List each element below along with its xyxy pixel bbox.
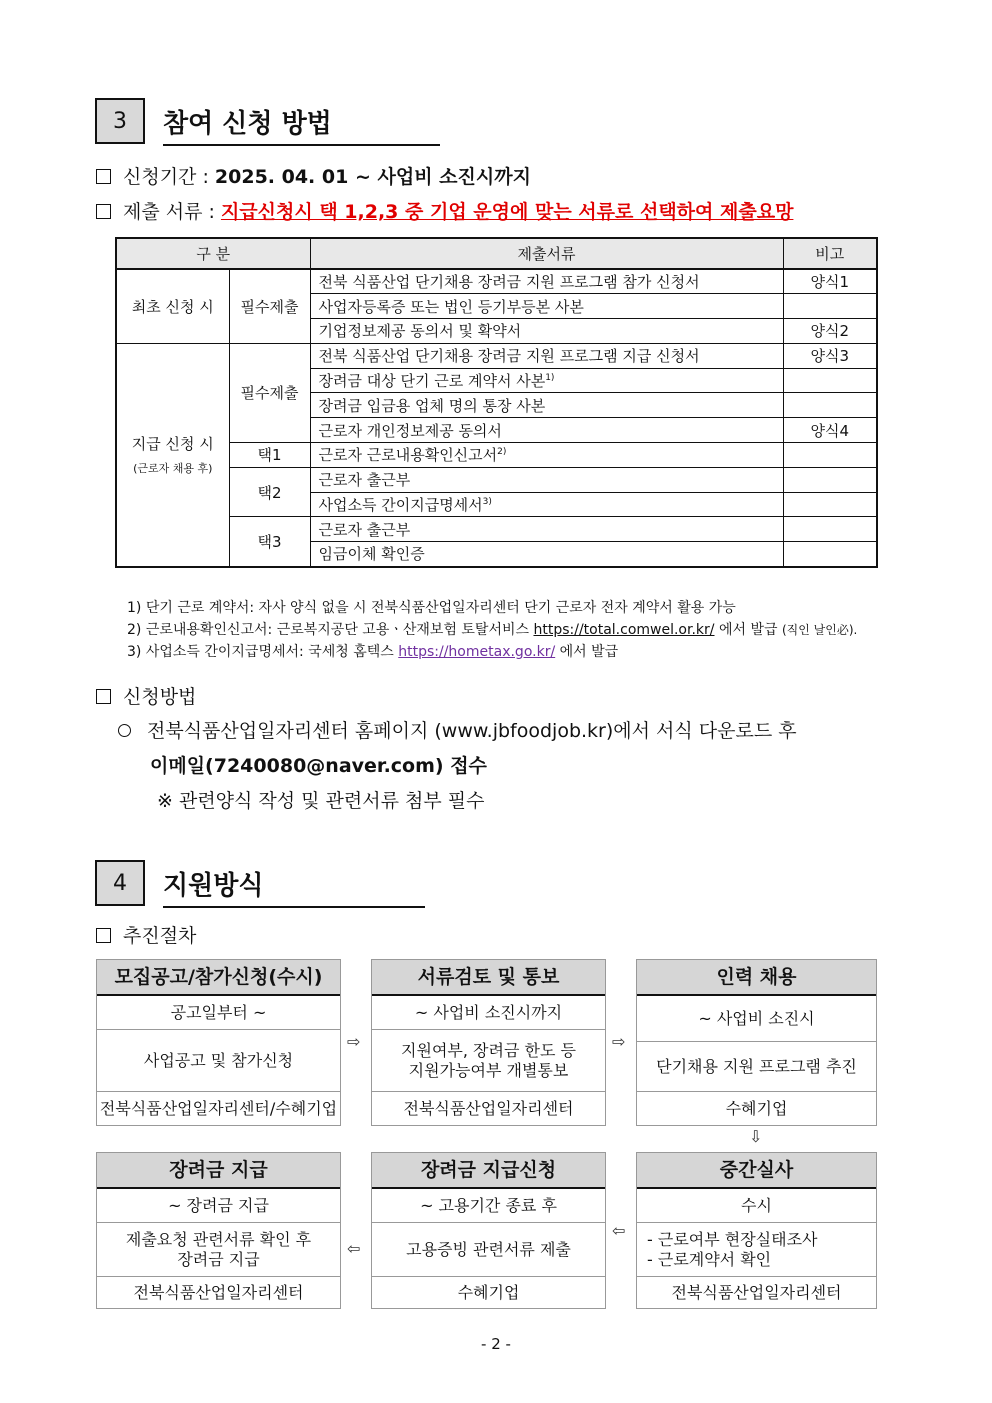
circle-bullet-icon — [118, 724, 131, 737]
checkbox-icon — [96, 689, 111, 704]
step-title: 중간실사 — [637, 1153, 876, 1189]
footnote-text: 에서 발급 — [714, 622, 782, 638]
step-owner: 수혜기업 — [637, 1092, 876, 1126]
note-cell — [783, 542, 877, 567]
table-header: 구 분 — [116, 238, 310, 269]
footnote-small: (직인 날인必). — [781, 623, 858, 637]
table-header: 비고 — [783, 238, 877, 269]
doc-cell: 근로자 개인정보제공 동의서 — [310, 418, 783, 443]
note-cell — [783, 467, 877, 492]
footnote-text: 에서 발급 — [555, 644, 619, 660]
step-time: 수시 — [637, 1189, 876, 1223]
note-cell — [783, 443, 877, 468]
group-label — [116, 343, 229, 566]
page-number: - 2 - — [481, 1335, 511, 1353]
footnote-2 — [127, 619, 857, 639]
arrow-right-icon: ⇨ — [347, 1032, 361, 1051]
flow-step-6 — [96, 1152, 341, 1309]
method-label: 신청방법 — [123, 686, 197, 708]
group-title: 지급 신청 시 — [131, 435, 214, 454]
note-cell — [783, 492, 877, 517]
documents-table — [115, 237, 878, 568]
step-owner: 전북식품산업일자리센터 — [97, 1277, 340, 1309]
footnote-1: 1) 단기 근로 계약서: 자사 양식 없을 시 전북식품산업일자리센터 단기 근로자 전자 계약서 활용 가능 — [127, 600, 736, 616]
step-content: 고용증빙 관련서류 제출 — [372, 1223, 605, 1277]
table-row — [116, 269, 877, 294]
arrow-right-icon: ⇨ — [612, 1032, 626, 1051]
arrow-down-icon: ⇩ — [749, 1127, 763, 1146]
flow-step-3 — [636, 959, 877, 1126]
section-title: 참여 신청 방법 — [163, 103, 440, 146]
arrow-left-icon: ⇦ — [347, 1239, 361, 1258]
table-header-row — [116, 238, 877, 269]
category-label: 필수제출 — [229, 269, 310, 343]
step-title: 서류검토 및 통보 — [372, 960, 605, 996]
method-line1 — [118, 716, 797, 743]
checkbox-icon — [96, 204, 111, 219]
step-title: 모집공고/참가신청(수시) — [97, 960, 340, 996]
doc-cell: 근로자 출근부 — [310, 467, 783, 492]
section-number: 4 — [95, 860, 145, 906]
doc-text: 사업소득 간이지급명세서 — [318, 496, 483, 515]
period-line — [96, 162, 531, 189]
doc-cell: 전북 식품산업 단기채용 장려금 지원 프로그램 지급 신청서 — [310, 343, 783, 368]
method-line3: ※ 관련양식 작성 및 관련서류 첨부 필수 — [157, 790, 485, 812]
step-title: 인력 채용 — [637, 960, 876, 996]
note-cell: 양식3 — [783, 343, 877, 368]
doc-cell: 근로자 출근부 — [310, 517, 783, 542]
doc-text: 근로자 근로내용확인신고서 — [318, 446, 498, 465]
comwel-link[interactable]: https://total.comwel.or.kr/ — [533, 622, 715, 638]
step-content-line: 장려금 지급 — [177, 1249, 260, 1269]
procedure-line — [96, 921, 196, 948]
docs-value: 지급신청시 택 1,2,3 중 기업 운영에 맞는 서류로 선택하여 제출요망 — [220, 201, 794, 223]
docs-label: 제출 서류 : — [123, 201, 221, 223]
doc-cell: 사업자등록증 또는 법인 등기부등본 사본 — [310, 294, 783, 319]
group-subtitle: (근로자 채용 후) — [133, 462, 213, 476]
checkbox-icon — [96, 928, 111, 943]
footnote-text: 2) 근로내용확인신고서: 근로복지공단 고용ㆍ산재보험 토탈서비스 — [127, 622, 534, 638]
footnote-3 — [127, 641, 618, 661]
note-cell — [783, 517, 877, 542]
step-content: 사업공고 및 참가신청 — [97, 1030, 340, 1092]
step-time: ~ 사업비 소진시까지 — [372, 996, 605, 1030]
method-line — [96, 682, 196, 709]
step-owner: 전북식품산업일자리센터 — [637, 1277, 876, 1309]
flow-step-4 — [636, 1152, 877, 1309]
step-title: 장려금 지급 — [97, 1153, 340, 1189]
category-label: 택3 — [229, 517, 310, 567]
footnote-text: 3) 사업소득 간이지급명세서: 국세청 홈텍스 — [127, 644, 399, 660]
flow-step-2 — [371, 959, 606, 1126]
procedure-label: 추진절차 — [123, 925, 197, 947]
group-label: 최초 신청 시 — [116, 269, 229, 343]
method-line2: 이메일(7240080@naver.com) 접수 — [150, 755, 487, 777]
category-label: 택2 — [229, 467, 310, 517]
section-number: 3 — [95, 98, 145, 144]
note-cell — [783, 393, 877, 418]
step-content-line: - 근로여부 현장실태조사 — [647, 1229, 818, 1249]
note-cell: 양식1 — [783, 269, 877, 294]
footnote-mark: 2) — [497, 447, 507, 458]
period-label: 신청기간 : — [123, 166, 215, 188]
step-owner: 전북식품산업일자리센터 — [372, 1092, 605, 1126]
step-content-line: 지원여부, 장려금 한도 등 — [401, 1040, 576, 1060]
step-content-line: - 근로계약서 확인 — [647, 1249, 772, 1269]
note-cell — [783, 294, 877, 319]
note-cell: 양식4 — [783, 418, 877, 443]
doc-cell — [310, 443, 783, 468]
arrow-left-icon: ⇦ — [612, 1221, 626, 1240]
method-text: 전북식품산업일자리센터 홈페이지 (www.jbfoodjob.kr)에서 서식 다운로드 후 — [147, 720, 797, 742]
footnote-mark: 3) — [482, 497, 492, 508]
step-content-line: 제출요청 관련서류 확인 후 — [125, 1229, 312, 1249]
step-owner: 수혜기업 — [372, 1277, 605, 1309]
table-row — [116, 517, 877, 542]
docs-line — [96, 197, 793, 224]
step-content — [97, 1223, 340, 1277]
category-label: 택1 — [229, 443, 310, 468]
doc-cell: 임금이체 확인증 — [310, 542, 783, 567]
table-row — [116, 443, 877, 468]
checkbox-icon — [96, 169, 111, 184]
table-row — [116, 343, 877, 368]
step-time: ~ 고용기간 종료 후 — [372, 1189, 605, 1223]
doc-text: 장려금 대상 단기 근로 계약서 사본 — [318, 372, 546, 391]
step-title: 장려금 지급신청 — [372, 1153, 605, 1189]
note-cell — [783, 368, 877, 393]
hometax-link[interactable]: https://hometax.go.kr/ — [398, 644, 556, 660]
step-owner: 전북식품산업일자리센터/수혜기업 — [97, 1092, 340, 1126]
flow-step-5 — [371, 1152, 606, 1309]
note-cell: 양식2 — [783, 319, 877, 344]
step-content: 단기채용 지원 프로그램 추진 — [637, 1042, 876, 1092]
doc-cell — [310, 368, 783, 393]
doc-cell: 장려금 입금용 업체 명의 통장 사본 — [310, 393, 783, 418]
step-content — [637, 1223, 876, 1277]
table-header: 제출서류 — [310, 238, 783, 269]
footnote-mark: 1) — [545, 373, 555, 384]
doc-cell: 전북 식품산업 단기채용 장려금 지원 프로그램 참가 신청서 — [310, 269, 783, 294]
step-time: ~ 사업비 소진시 — [637, 996, 876, 1042]
period-value: 2025. 04. 01 ~ 사업비 소진시까지 — [214, 166, 531, 188]
table-row — [116, 467, 877, 492]
step-time: ~ 장려금 지급 — [97, 1189, 340, 1223]
flow-step-1 — [96, 959, 341, 1126]
section-title: 지원방식 — [163, 865, 425, 908]
doc-cell: 기업정보제공 동의서 및 확약서 — [310, 319, 783, 344]
step-content-line: 지원가능여부 개별통보 — [408, 1060, 569, 1080]
step-content — [372, 1030, 605, 1092]
step-time: 공고일부터 ~ — [97, 996, 340, 1030]
doc-cell — [310, 492, 783, 517]
category-label: 필수제출 — [229, 343, 310, 442]
